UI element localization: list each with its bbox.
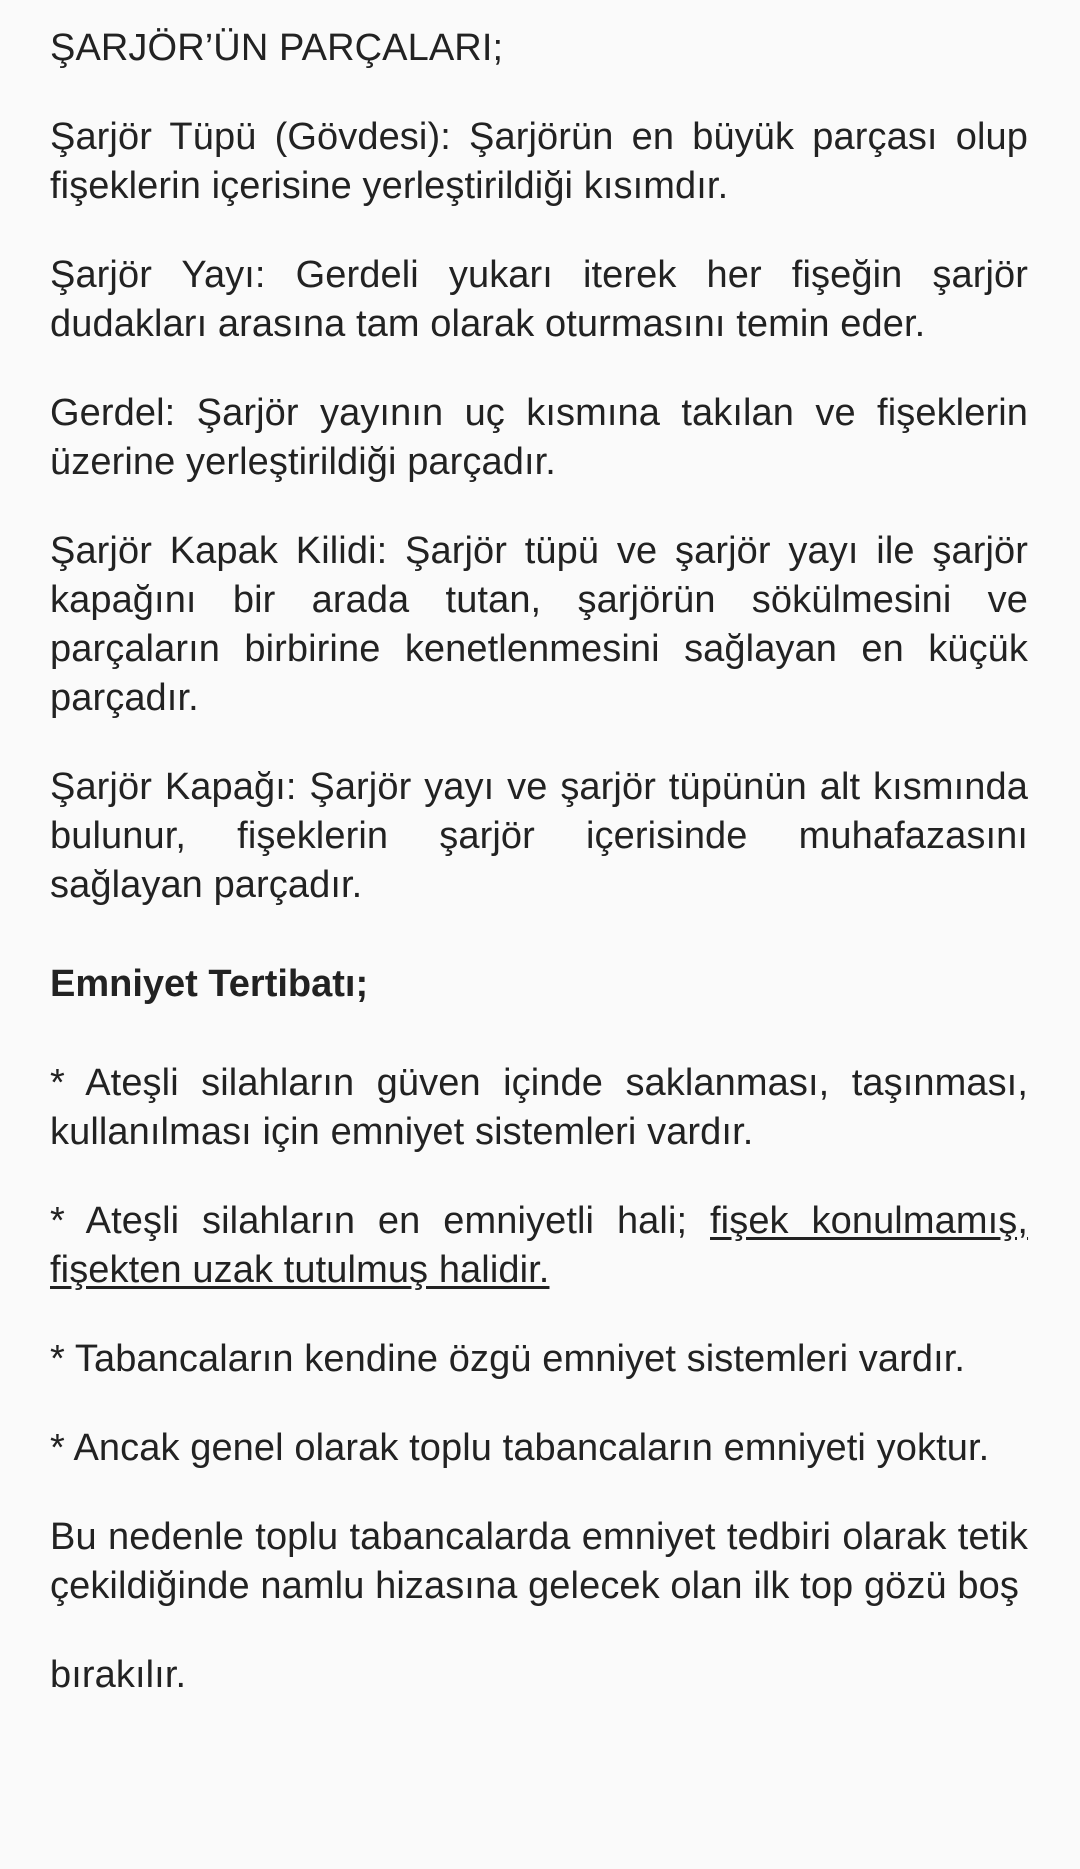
bullet-revolver-no-safety: * Ancak genel olarak toplu tabancaların emniyeti yoktur. <box>50 1427 990 1469</box>
paragraph-follower: Gerdel: Şarjör yayının uç kısmına takılan ve fişeklerin üzerine yerleştirildiği parçadır. <box>50 392 1028 483</box>
paragraph-cover-lock: Şarjör Kapak Kilidi: Şarjör tüpü ve şarjör yayı ile şarjör kapağını bir arada tutan, şarjörün sökülmesini ve parçaların birbirine kenetlenmesini sağlayan en küçük parçadır. <box>50 530 1028 719</box>
underlined-emphasis: fişek konulmamış, fişekten uzak tutulmuş halidir. <box>50 1200 1029 1291</box>
paragraph-revolver-measure: Bu nedenle toplu tabancalarda emniyet tedbiri olarak tetik çekildiğinde namlu hizasına gelecek olan ilk top gözü boş <box>50 1516 1028 1607</box>
bullet-safest-state <box>50 1197 1028 1295</box>
bullet-safest-state-text: * Ateşli silahların en emniyetli hali; <box>50 1200 711 1242</box>
section-title-magazine-parts: ŞARJÖR’ÜN PARÇALARI; <box>50 27 504 69</box>
paragraph-cover: Şarjör Kapağı: Şarjör yayı ve şarjör tüpünün alt kısmında bulunur, fişeklerin şarjör içerisinde muhafazasını sağlayan parçadır. <box>50 766 1028 906</box>
paragraph-magazine-spring: Şarjör Yayı: Gerdeli yukarı iterek her fişeğin şarjör dudakları arasına tam olarak oturmasını temin eder. <box>50 254 1028 345</box>
paragraph-magazine-tube: Şarjör Tüpü (Gövdesi): Şarjörün en büyük parçası olup fişeklerin içerisine yerleştirildiği kısımdır. <box>50 116 1028 207</box>
document-body <box>50 24 1028 1700</box>
paragraph-left-empty: bırakılır. <box>50 1654 187 1696</box>
bullet-pistol-safety: * Tabancaların kendine özgü emniyet sistemleri vardır. <box>50 1338 966 1380</box>
section-title-safety: Emniyet Tertibatı; <box>50 963 369 1005</box>
bullet-safety-systems: * Ateşli silahların güven içinde saklanması, taşınması, kullanılması için emniyet sistemleri vardır. <box>50 1062 1028 1153</box>
